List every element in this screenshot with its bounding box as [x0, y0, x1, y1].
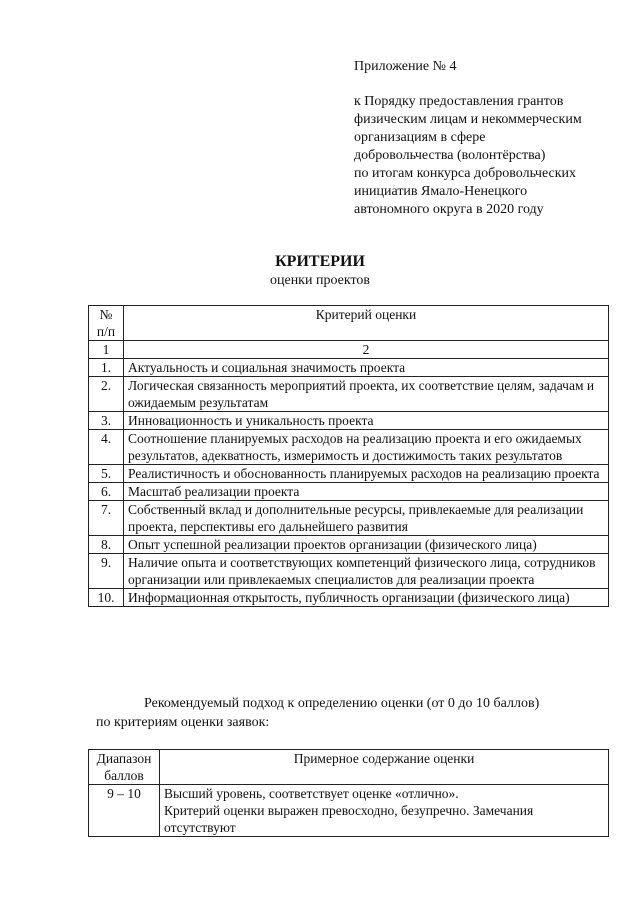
- table-row: [89, 589, 609, 607]
- table-row: [89, 501, 609, 536]
- score-range: 9 – 10: [89, 785, 160, 837]
- colnum-1: 1: [89, 341, 124, 359]
- row-num: 3.: [89, 412, 124, 430]
- row-text: Инновационность и уникальность проекта: [124, 412, 609, 430]
- row-num: 10.: [89, 589, 124, 607]
- appendix-line: физическим лицам и некоммерческим: [354, 112, 582, 127]
- column-number-row: [89, 341, 609, 359]
- header-content: Примерное содержание оценки: [160, 750, 609, 785]
- row-num: 5.: [89, 465, 124, 483]
- table-row: [89, 536, 609, 554]
- appendix-line: добровольчества (волонтёрства): [354, 148, 546, 163]
- row-text: Опыт успешной реализации проектов организации (физического лица): [124, 536, 609, 554]
- score-table: [88, 749, 609, 837]
- table-row: [89, 377, 609, 412]
- row-text: Логическая связанность мероприятий проекта, их соответствие целям, задачам и ожидаемым результатам: [124, 377, 609, 412]
- row-text: Реалистичность и обоснованность планируемых расходов на реализацию проекта: [124, 465, 609, 483]
- row-text: Соотношение планируемых расходов на реализацию проекта и его ожидаемых результатов, адекватность, измеримость и достижимость таких результатов: [124, 430, 609, 465]
- row-num: 6.: [89, 483, 124, 501]
- row-text: Собственный вклад и дополнительные ресурсы, привлекаемые для реализации проекта, перспективы его дальнейшего развития: [124, 501, 609, 536]
- table-header-row: [89, 306, 609, 341]
- paragraph-line-1: Рекомендуемый подход к определению оценки (от 0 до 10 баллов): [144, 696, 540, 711]
- row-text: Актуальность и социальная значимость проекта: [124, 359, 609, 377]
- appendix-block: [354, 58, 624, 219]
- appendix-line: инициатив Ямало-Ненецкого: [354, 184, 528, 199]
- table-row: [89, 483, 609, 501]
- recommendation-paragraph: [96, 694, 608, 732]
- row-num: 7.: [89, 501, 124, 536]
- appendix-line: автономного округа в 2020 году: [354, 202, 544, 217]
- document-heading: КРИТЕРИИ: [275, 253, 365, 270]
- row-num: 2.: [89, 377, 124, 412]
- table-row: [89, 430, 609, 465]
- header-range: Диапазон баллов: [89, 750, 160, 785]
- appendix-line: по итогам конкурса добровольческих: [354, 166, 577, 181]
- table-row: [89, 412, 609, 430]
- score-description: [160, 785, 609, 837]
- table-row: [89, 785, 609, 837]
- appendix-line: к Порядку предоставления грантов: [354, 94, 564, 109]
- header-criterion: Критерий оценки: [124, 306, 609, 341]
- colnum-2: 2: [124, 341, 609, 359]
- table-row: [89, 465, 609, 483]
- appendix-line: организациям в сфере: [354, 130, 486, 145]
- criteria-table: [88, 305, 609, 607]
- appendix-title: Приложение № 4: [354, 59, 457, 74]
- row-text: Масштаб реализации проекта: [124, 483, 609, 501]
- table-row: [89, 359, 609, 377]
- row-num: 8.: [89, 536, 124, 554]
- paragraph-line-2: по критериям оценки заявок:: [96, 715, 270, 730]
- row-num: 4.: [89, 430, 124, 465]
- score-description-line: Критерий оценки выражен превосходно, безупречно. Замечания отсутствуют: [164, 803, 534, 835]
- row-text: Наличие опыта и соответствующих компетенций физического лица, сотрудников организации или привлекаемых специалистов для реализации проекта: [124, 554, 609, 589]
- row-num: 9.: [89, 554, 124, 589]
- document-subheading: оценки проектов: [269, 273, 371, 288]
- row-text: Информационная открытость, публичность организации (физического лица): [124, 589, 609, 607]
- table-header-row: [89, 750, 609, 785]
- table-row: [89, 554, 609, 589]
- header-num: № п/п: [89, 306, 124, 341]
- score-description-line: Высший уровень, соответствует оценке «отлично».: [164, 786, 459, 801]
- row-num: 1.: [89, 359, 124, 377]
